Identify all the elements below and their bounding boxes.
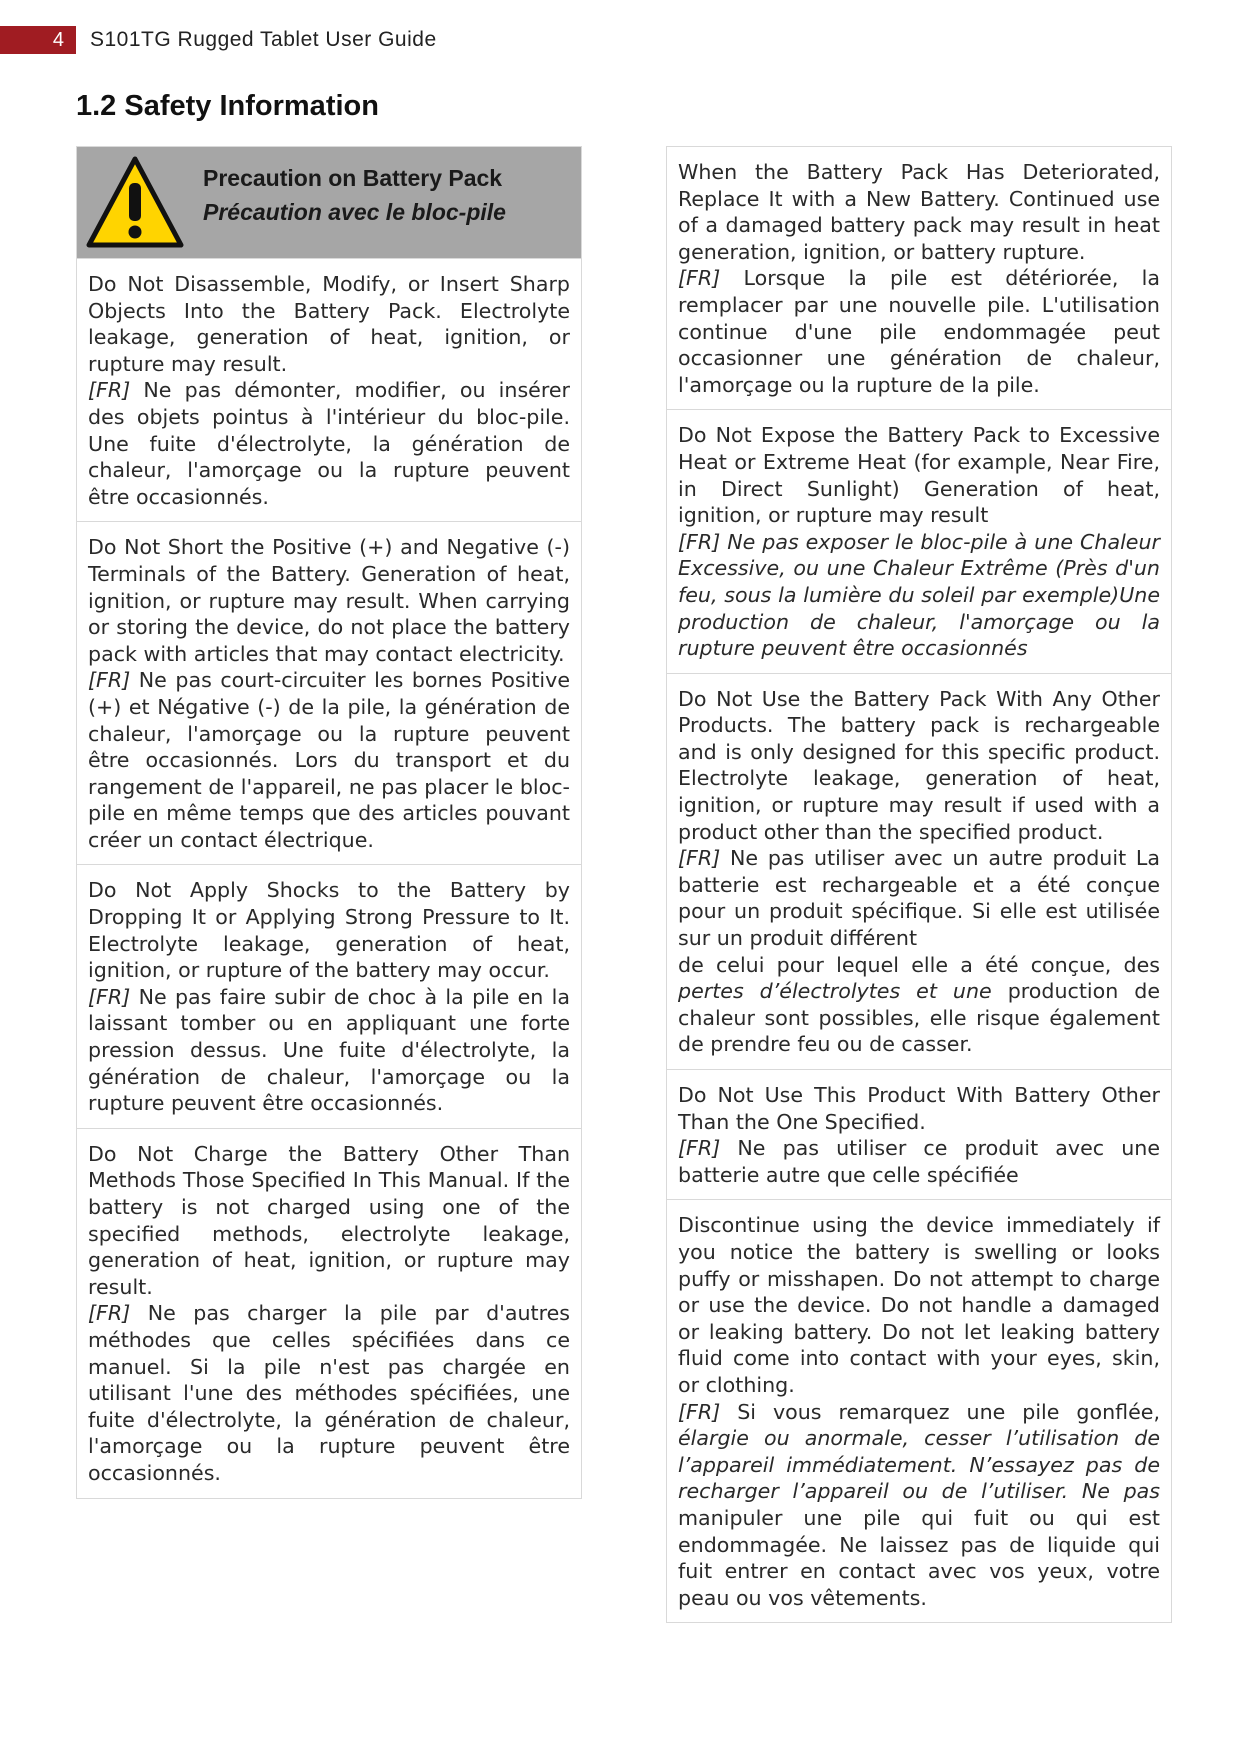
fr-tag: [FR] [678,846,721,871]
fr-text: Ne pas faire subir de choc à la pile en la laissant tomber ou en appliquant une forte pression dessus. Une fuite d'électrolyte, la génération de chaleur, l'amorçage ou la rupture peuvent être occasionnés. [88,984,570,1116]
fr-tag: [FR] [88,1301,131,1326]
precaution-text-en: Do Not Apply Shocks to the Battery by Dropping It or Applying Strong Pressure to It. Electrolyte leakage, generation of heat, ignition, or rupture of the battery may occur. [88,878,570,983]
precaution-text-fr [678,1399,1160,1612]
precaution-text-fr [678,265,1160,398]
section-title: 1.2 Safety Information [76,90,379,122]
right-column [666,146,1172,1623]
fr-tag: [FR] [678,1399,721,1424]
fr-text: Ne pas charger la pile par d'autres méthodes que celles spécifiées dans ce manuel. Si la pile n'est pas chargée en utilisant l'une des méthodes spécifiées, une fuite d'électrolyte, la génération de chaleur, l'amorçage ou la rupture peuvent être occasionnés. [88,1301,570,1485]
precaution-item [77,865,581,1128]
fr-text-italic: pertes d’électrolytes et une [678,979,992,1004]
fr-text: Ne pas utiliser ce produit avec une batterie autre que celle spécifiée [678,1136,1160,1187]
fr-tag: [FR] [88,378,131,403]
precaution-item [667,1200,1171,1622]
warning-triangle-icon [85,155,185,251]
banner-text [203,161,506,229]
precaution-text-en: When the Battery Pack Has Deteriorated, Replace It with a New Battery. Continued use of a damaged battery pack may result in heat generation, ignition, or battery rupture. [678,160,1160,264]
precaution-text-fr-continued [678,952,1160,1058]
precaution-text-en: Do Not Use This Product With Battery Other Than the One Specified. [678,1083,1160,1134]
precaution-text-en: Do Not Expose the Battery Pack to Excessive Heat or Extreme Heat (for example, Near Fire, in Direct Sunlight) Generation of heat, ignition, or rupture may result [678,423,1160,528]
precaution-item [667,410,1171,673]
fr-text: Ne pas utiliser avec un autre produit La batterie est rechargeable et a été conçue pour un produit spécifique. Si elle est utilisée sur un produit différent [678,846,1160,951]
document-title: S101TG Rugged Tablet User Guide [90,28,437,51]
page-number-tab [0,26,76,54]
fr-text-italic: élargie ou anormale, cesser l’utilisation de l’appareil immédiatement. N’essayez pas de recharger l’appareil ou de l’utiliser. Ne pas [678,1426,1160,1504]
banner-title-fr: Précaution avec le bloc-pile [203,199,506,225]
precaution-text-fr [88,377,570,510]
precaution-item [667,147,1171,410]
fr-tag: [FR] [678,1136,721,1161]
fr-text: Si vous remarquez une pile gonflée, [720,1399,1160,1424]
banner-title-en: Precaution on Battery Pack [203,165,503,191]
precaution-item [77,1129,581,1498]
precaution-text-en: Do Not Use the Battery Pack With Any Other Products. The battery pack is rechargeable and is only designed for this specific product. Electrolyte leakage, generation of heat, ignition, or rupture may result if used with a product other than the specified product. [678,686,1160,844]
fr-text: manipuler une pile qui fuit ou qui est endommagée. Ne laissez pas de liquide qui fuit entrer en contact avec vos yeux, votre peau ou vos vêtements. [678,1505,1160,1610]
precaution-text-fr [88,667,570,853]
precaution-banner [77,147,581,259]
precaution-text-fr [678,845,1160,951]
precaution-text-en: Do Not Short the Positive (+) and Negative (-) Terminals of the Battery. Generation of heat, ignition, or rupture may result. When carrying or storing the device, do not place the battery pack with articles that may contact electricity. [88,535,570,666]
precaution-text-fr [678,1135,1160,1188]
fr-text: Ne pas court-circuiter les bornes Positive (+) et Négative (-) de la pile, la génération de chaleur, l'amorçage ou la rupture peuvent être occasionnés. Lors du transport et du rangement de l'appareil, ne pas placer le bloc-pile en même temps que des articles pouvant créer un contact électrique. [88,668,570,852]
precaution-text-fr [88,984,570,1117]
fr-tag: [FR] [88,984,131,1009]
precaution-item [77,259,581,522]
page-header [0,26,1241,54]
page-number: 4 [52,29,64,51]
left-column [76,146,582,1499]
precaution-item [667,1070,1171,1200]
fr-text: de celui pour lequel elle a été conçue, des [678,952,1160,977]
fr-text: production de chaleur sont possibles, elle risque également de prendre feu ou de casser. [678,979,1160,1057]
precaution-item [667,674,1171,1070]
precaution-text-en: Do Not Charge the Battery Other Than Methods Those Specified In This Manual. If the battery is not charged using one of the specified methods, electrolyte leakage, generation of heat, ignition, or rupture may result. [88,1141,570,1299]
fr-text: Ne pas démonter, modifier, ou insérer des objets pointus à l'intérieur du bloc-pile. Une fuite d'électrolyte, la génération de chaleur, l'amorçage ou la rupture peuvent être occasionnés. [88,378,570,509]
precaution-item [77,522,581,865]
precaution-text-en: Do Not Disassemble, Modify, or Insert Sharp Objects Into the Battery Pack. Electrolyte leakage, generation of heat, ignition, or rupture may result. [88,272,570,376]
fr-tag: [FR] [678,266,721,291]
precaution-text-fr [88,1300,570,1486]
fr-text: Lorsque la pile est détériorée, la remplacer par une nouvelle pile. L'utilisation continue d'une pile endommagée peut occasionner une génération de chaleur, l'amorçage ou la rupture de la pile. [678,266,1160,397]
fr-tag: [FR] [88,668,131,693]
precaution-text-fr: [FR] Ne pas exposer le bloc-pile à une Chaleur Excessive, ou une Chaleur Extrême (Près d'un feu, sous la lumière du soleil par exemple)Une production de chaleur, l'amorçage ou la rupture peuvent être occasionnés [678,529,1160,661]
precaution-text-en: Discontinue using the device immediately if you notice the battery is swelling or looks puffy or misshapen. Do not attempt to charge or use the device. Do not handle a damaged or leaking battery. Do not let leaking battery fluid come into contact with your eyes, skin, or clothing. [678,1213,1160,1397]
